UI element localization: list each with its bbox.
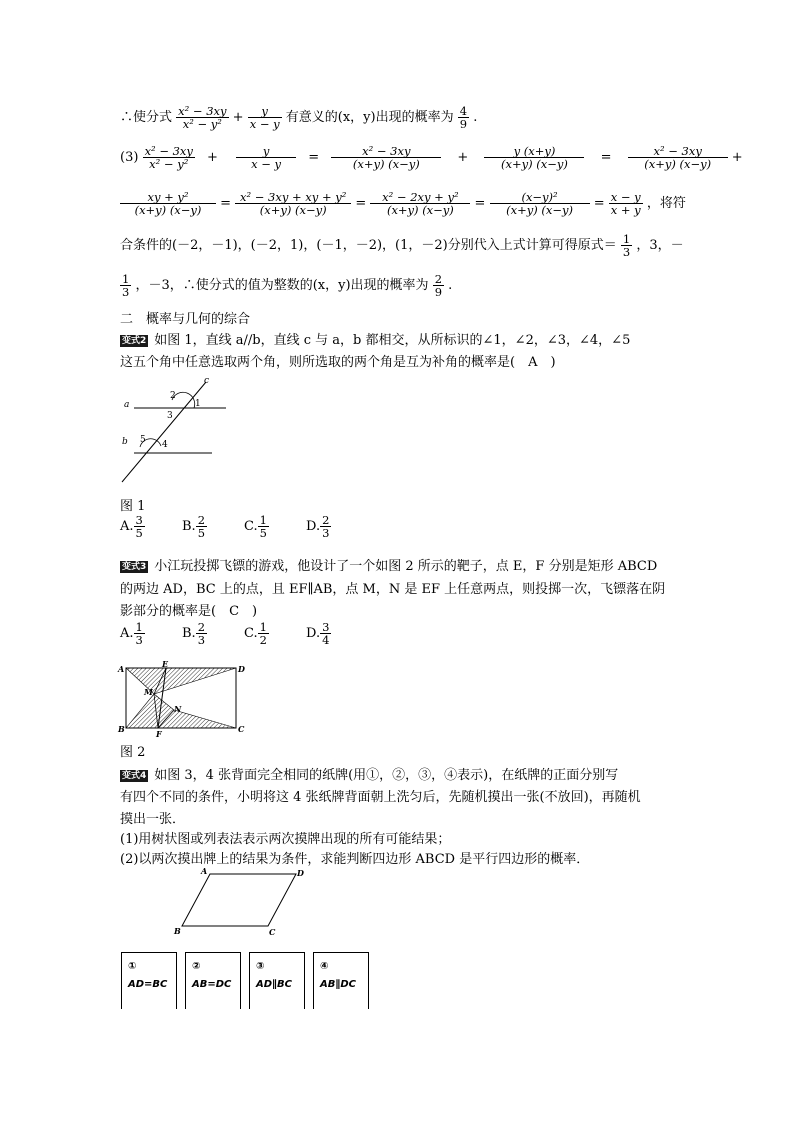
option-d: D. $\frac{2}{3}$ <box>306 513 330 541</box>
question-text: 如图 1，直线 a//b，直线 c 与 a，b 都相交，从所标识的∠1，∠2，∠3，∠4，∠5 <box>154 333 631 348</box>
fraction: $\frac{\text{(x−y)²}}{(x+y) (x-y)}$ <box>490 191 590 216</box>
label-N: N <box>174 704 182 714</box>
label-c: c <box>204 376 210 386</box>
question-text: 小江玩投掷飞镖的游戏，他设计了一个如图 2 所示的靶子，点 E，F 分别是矩形 ABCD <box>154 559 658 574</box>
option-b: B. $\frac{2}{5}$ <box>182 513 206 541</box>
operator: = <box>308 150 320 165</box>
fraction: $\frac{\text{x² − 2xy + y²}}{(x+y) (x-y)}$ <box>370 191 470 216</box>
section-title: 二 概率与几何的综合 <box>120 312 251 327</box>
figure-3-parallelogram <box>170 864 310 938</box>
card-4 <box>313 952 369 1009</box>
operator: = <box>593 196 605 211</box>
label-C: C <box>269 927 276 937</box>
question-4-line-3: 摸出一张． <box>120 812 186 827</box>
option-a: A. $\frac{3}{5}$ <box>120 513 143 541</box>
fraction: $\frac{x - y}{x + y}$ <box>610 189 641 217</box>
fraction: $\frac{2}{9}$ <box>434 271 443 299</box>
label-1: 1 <box>195 399 201 409</box>
question-3-line-2: 的两边 AD，BC 上的点，且 EF∥AB，点 M，N 是 EF 上任意两点，则投掷一次，飞镖落在阴 <box>120 582 666 597</box>
shaded-region-2 <box>154 668 236 694</box>
card-number: ④ <box>320 961 329 972</box>
card-condition: AB∥DC <box>320 979 357 990</box>
question-3-line-3: 影部分的概率是( C ) <box>120 604 258 619</box>
text: ，3，－ <box>636 238 684 253</box>
parallelogram-abcd <box>182 874 296 926</box>
fraction: $\frac{1}{3}$ <box>622 231 631 259</box>
figure-2-caption: 图 2 <box>120 745 146 760</box>
question-tag: 变式3 <box>122 562 147 572</box>
card-number: ③ <box>256 961 265 972</box>
fraction: $\frac{y (x+y)}{(x+y) (x-y)}$ <box>484 145 584 170</box>
fraction: $\frac{y}{x - y}$ <box>236 145 296 170</box>
text: 有意义的(x，y)出现的概率为 <box>285 110 454 125</box>
fraction: $\frac{\text{x² − 3xy + xy + y²}}{(x+y) (x-y)}$ <box>235 191 351 216</box>
option-c: C. $\frac{1}{5}$ <box>244 513 267 541</box>
solution-line-4 <box>120 228 684 264</box>
operator: = <box>600 150 612 165</box>
question-4-line-2: 有四个不同的条件，小明将这 4 张纸牌背面朝上洗匀后，先随机摸出一张(不放回)，再随机 <box>120 790 641 805</box>
text: . <box>448 278 453 293</box>
label-A: A <box>118 664 125 674</box>
label-2: 2 <box>170 391 176 401</box>
label-a: a <box>124 400 130 410</box>
question-text: 如图 3，4 张背面完全相同的纸牌(用①，②，③，④表示)，在纸牌的正面分别写 <box>154 768 619 783</box>
operator: = <box>355 196 367 211</box>
label-b: b <box>122 437 128 447</box>
card-1 <box>121 952 177 1009</box>
solution-line-2 <box>120 140 743 176</box>
solution-line-3 <box>120 186 686 222</box>
text: ∴使分式 <box>120 110 173 125</box>
fraction: $\frac{\text{x² − 3xy}}{(x+y) (x-y)}$ <box>628 145 728 170</box>
question-4-sub-2: (2)以两次摸出牌上的结果为条件，求能判断四边形 ABCD 是平行四边形的概率． <box>120 852 590 867</box>
q2-options <box>120 514 420 550</box>
fraction: $\frac{\text{xy + y²}}{(x+y) (x-y)}$ <box>120 191 216 216</box>
card-3 <box>249 952 305 1009</box>
label: (3) <box>120 150 139 165</box>
option-b: B. $\frac{2}{3}$ <box>182 620 206 648</box>
figure-2-dartboard <box>116 660 248 738</box>
fraction: $\frac{\text{x² − 3xy}}{\text{x² − y²}}$ <box>178 103 227 131</box>
operator: = <box>220 196 232 211</box>
text: ，将符 <box>646 196 686 211</box>
operator: + <box>207 150 218 165</box>
card-2 <box>185 952 241 1009</box>
card-number: ② <box>192 961 201 972</box>
label-C: C <box>238 724 245 734</box>
label-A: A <box>201 866 208 876</box>
option-a: A. $\frac{1}{3}$ <box>120 620 143 648</box>
solution-line-1 <box>120 100 477 136</box>
question-tag: 变式2 <box>122 336 147 346</box>
line-c <box>122 382 206 482</box>
question-4-sub-1: (1)用树状图或列表法表示两次摸牌出现的所有可能结果； <box>120 832 451 847</box>
label-B: B <box>118 724 125 734</box>
fraction: $\frac{y}{x - y}$ <box>249 103 280 131</box>
label-B: B <box>174 926 181 936</box>
question-3-line-1 <box>120 555 657 574</box>
fraction: $\frac{\text{x² − 3xy}}{\text{x² − y²}}$ <box>144 143 193 171</box>
card-condition: AD=BC <box>128 979 168 990</box>
question-4-line-1 <box>120 764 618 783</box>
label-5: 5 <box>140 435 146 445</box>
question-tag: 变式4 <box>122 771 147 781</box>
operator: + <box>731 150 743 165</box>
label-F: F <box>156 729 162 738</box>
operator: + <box>232 110 244 125</box>
question-2-line-2: 这五个角中任意选取两个角，则所选取的两个角是互为补角的概率是( A ) <box>120 355 556 370</box>
text: . <box>473 110 478 125</box>
label-D: D <box>297 868 304 878</box>
fraction: $\frac{\text{x² − 3xy}}{(x+y) (x-y)}$ <box>331 145 441 170</box>
text: ，－3，∴使分式的值为整数的(x，y)出现的概率为 <box>135 278 429 293</box>
figure-1-caption: 图 1 <box>120 499 146 514</box>
figure-1-parallel-lines <box>118 370 228 486</box>
solution-line-5 <box>120 268 452 304</box>
label-M: M <box>144 687 153 697</box>
operator: = <box>474 196 486 211</box>
operator: + <box>457 150 469 165</box>
card-number: ① <box>128 961 137 972</box>
label-4: 4 <box>162 440 168 450</box>
option-d: D. $\frac{3}{4}$ <box>306 620 330 648</box>
card-condition: AD∥BC <box>256 979 293 990</box>
label-E: E <box>162 660 169 669</box>
text: 合条件的(－2，－1)，(－2，1)，(－1，－2)，(1，－2)分别代入上式计算可得原式＝ <box>120 238 617 253</box>
shaded-region-3 <box>126 694 158 728</box>
question-2-line-1 <box>120 329 630 348</box>
label-3: 3 <box>167 411 173 421</box>
fraction: $\frac{4}{9}$ <box>459 103 468 131</box>
label-D: D <box>238 664 245 674</box>
card-condition: AB=DC <box>192 979 232 990</box>
option-c: C. $\frac{1}{2}$ <box>244 620 267 648</box>
q3-options <box>120 621 420 657</box>
fraction: $\frac{1}{3}$ <box>122 271 130 299</box>
